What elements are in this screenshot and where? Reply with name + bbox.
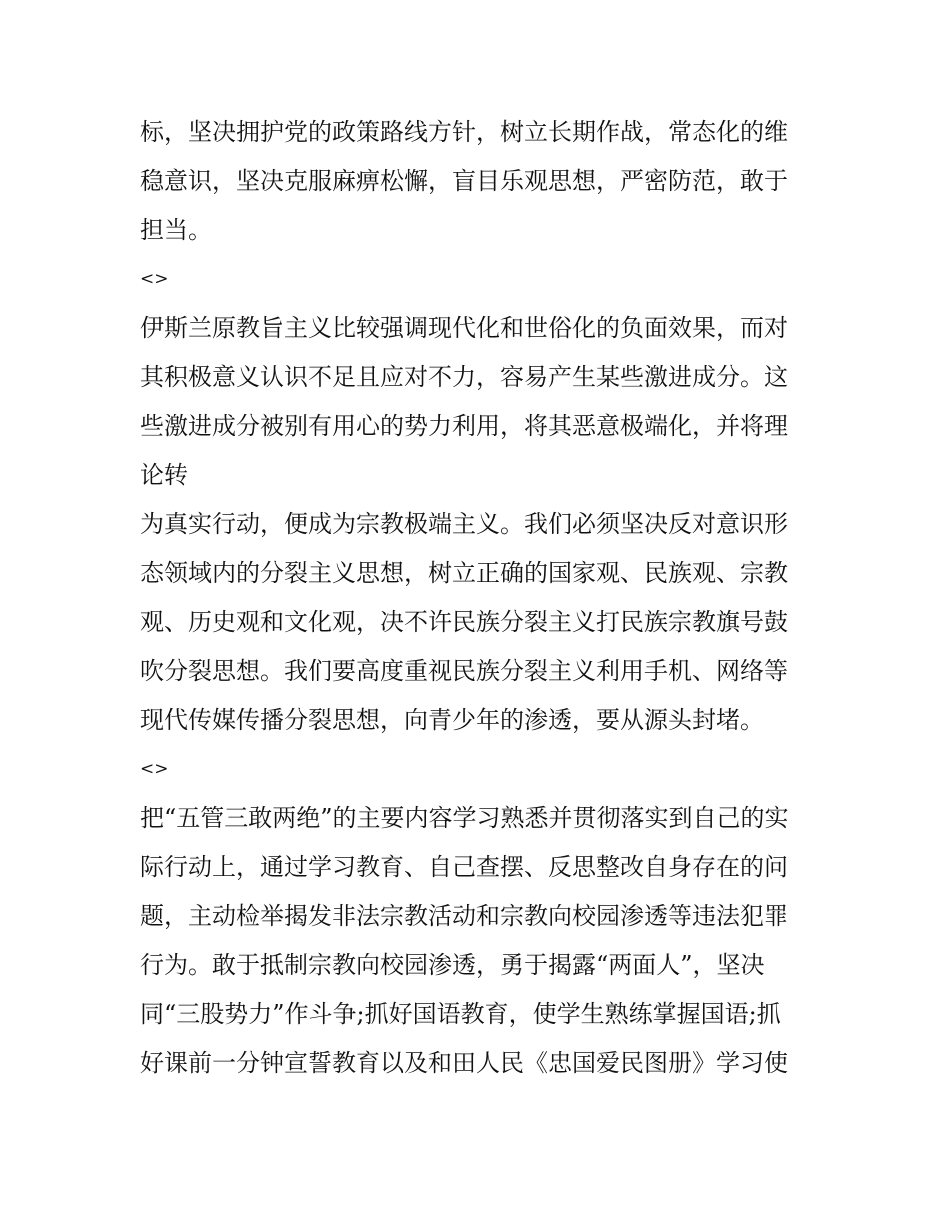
text-line: 际行动上，通过学习教育、自己查摆、反思整改自身存在的问 xyxy=(140,853,788,881)
text-line: 担当。 xyxy=(140,216,212,244)
text-line: 同“三股势力”作斗争;抓好国语教育，使学生熟练掌握国语;抓 xyxy=(140,1000,781,1028)
text-line: 现代传媒传播分裂思想，向青少年的渗透，要从源头封堵。 xyxy=(140,706,764,734)
text-line: 好课前一分钟宣誓教育以及和田人民《忠国爱民图册》学习使 xyxy=(140,1049,788,1077)
text-line: 把“五管三敢两绝”的主要内容学习熟悉并贯彻落实到自己的实 xyxy=(140,804,789,832)
text-line: 伊斯兰原教旨主义比较强调现代化和世俗化的负面效果，而对 xyxy=(140,314,788,342)
section-separator: <> xyxy=(140,269,169,289)
text-line: 态领域内的分裂主义思想，树立正确的国家观、民族观、宗教 xyxy=(140,559,788,587)
text-line: 稳意识，坚决克服麻痹松懈，盲目乐观思想，严密防范，敢于 xyxy=(140,167,788,195)
text-line: 其积极意义认识不足且应对不力，容易产生某些激进成分。这 xyxy=(140,363,788,391)
text-line: 些激进成分被别有用心的势力利用，将其恶意极端化，并将理 xyxy=(140,412,788,440)
text-line: 标，坚决拥护党的政策路线方针，树立长期作战，常态化的维 xyxy=(140,118,788,146)
text-line: 行为。敢于抵制宗教向校园渗透，勇于揭露“两面人”，坚决 xyxy=(140,951,765,979)
text-line: 为真实行动，便成为宗教极端主义。我们必须坚决反对意识形 xyxy=(140,510,788,538)
text-line: 吹分裂思想。我们要高度重视民族分裂主义利用手机、网络等 xyxy=(140,657,788,685)
text-line: 题，主动检举揭发非法宗教活动和宗教向校园渗透等违法犯罪 xyxy=(140,902,788,930)
body-text xyxy=(140,108,820,1088)
section-separator: <> xyxy=(140,759,169,779)
text-line: 观、历史观和文化观，决不许民族分裂主义打民族宗教旗号鼓 xyxy=(140,608,788,636)
text-line: 论转 xyxy=(140,461,188,489)
